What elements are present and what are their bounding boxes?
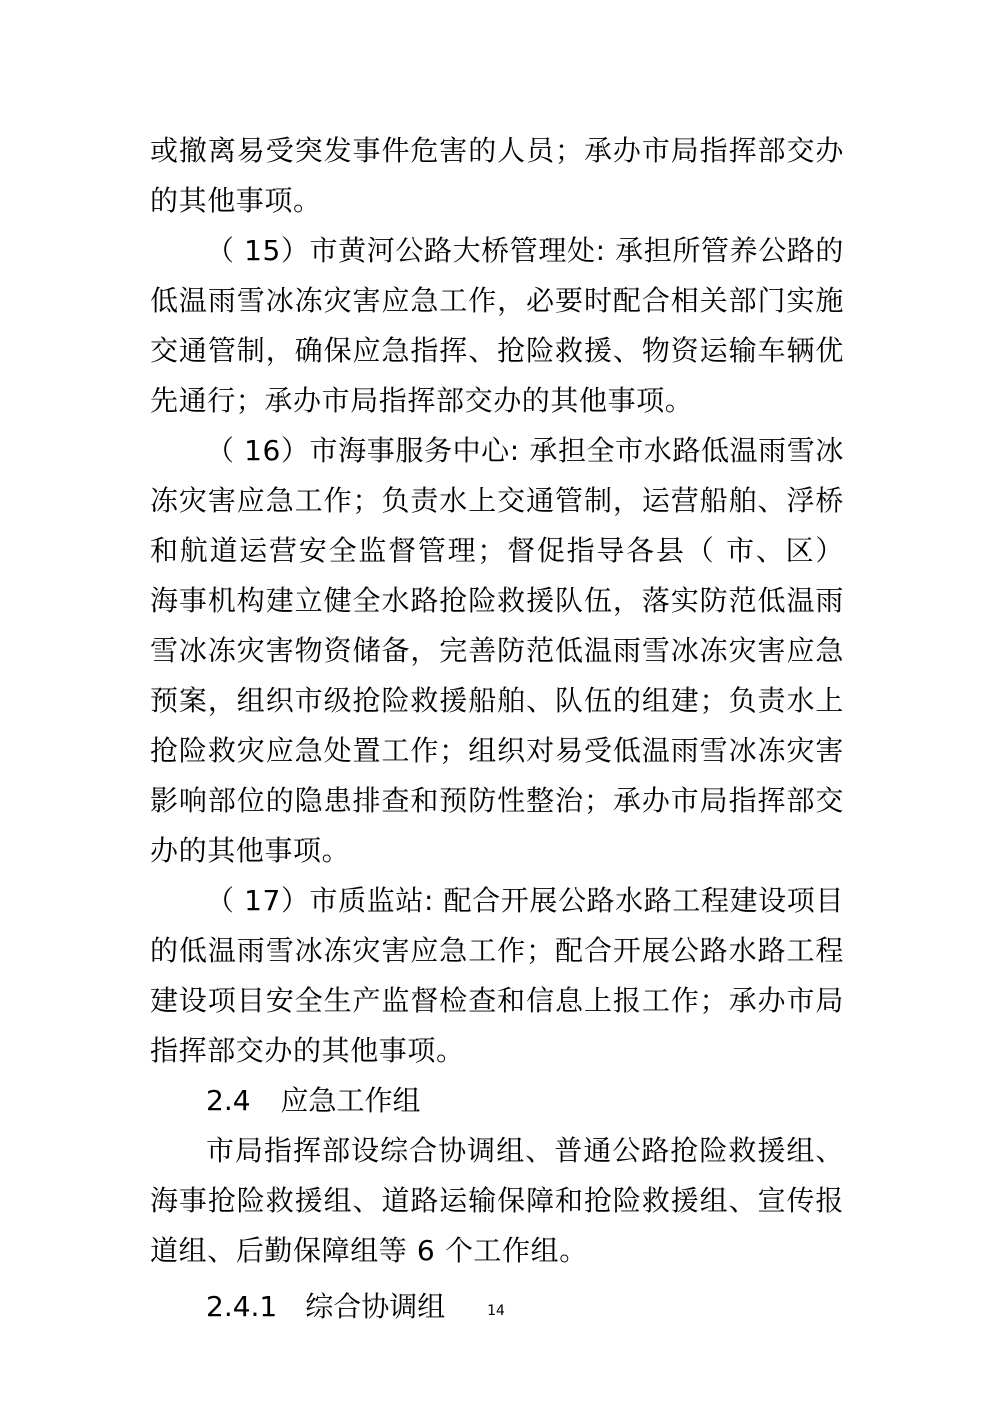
paragraph-continuation: 或撤离易受突发事件危害的人员；承办市局指挥部交办的其他事项。 xyxy=(150,134,844,217)
paragraph-item-16: （ 16）市海事服务中心: 承担全市水路低温雨雪冰冻灾害应急工作；负责水上交通管制，运营船舶、浮桥和航道运营安全监督管理；督促指导各县（ 市、区）海事机构建立健全水路抢险救援队伍，落实防范低温雨雪冰冻灾害物资储备，完善防范低温雨雪冰冻灾害应急预案，组织市级抢险救援船舶、队伍的组建；负责水上抢险救灾应急处置工作；组织对易受低温雨雪冰冻灾害影响部位的隐患排查和预防性整治；承办市局指挥部交办的其他事项。 xyxy=(150,434,844,867)
section-number: 2.4.1 xyxy=(206,1290,278,1323)
section-title: 应急工作组 xyxy=(280,1084,421,1117)
section-number: 2.4 xyxy=(206,1084,251,1117)
paragraph-item-17: （ 17）市质监站: 配合开展公路水路工程建设项目的低温雨雪冰冻灾害应急工作；配合开展公路水路工程建设项目安全生产监督检查和信息上报工作；承办市局指挥部交办的其他事项。 xyxy=(150,884,844,1067)
paragraph-item-15: （ 15）市黄河公路大桥管理处: 承担所管养公路的低温雨雪冰冻灾害应急工作，必要时配合相关部门实施交通管制，确保应急指挥、抢险救援、物资运输车辆优先通行；承办市局指挥部交办的其他事项。 xyxy=(150,234,844,417)
section-2-4-paragraph: 市局指挥部设综合协调组、普通公路抢险救援组、海事抢险救援组、道路运输保障和抢险救援组、宣传报道组、后勤保障组等 6 个工作组。 xyxy=(150,1134,844,1267)
section-heading-2-4 xyxy=(150,1076,844,1126)
section-title: 综合协调组 xyxy=(305,1290,446,1323)
page-number: 14 xyxy=(487,1303,505,1319)
document-body xyxy=(150,126,844,1332)
